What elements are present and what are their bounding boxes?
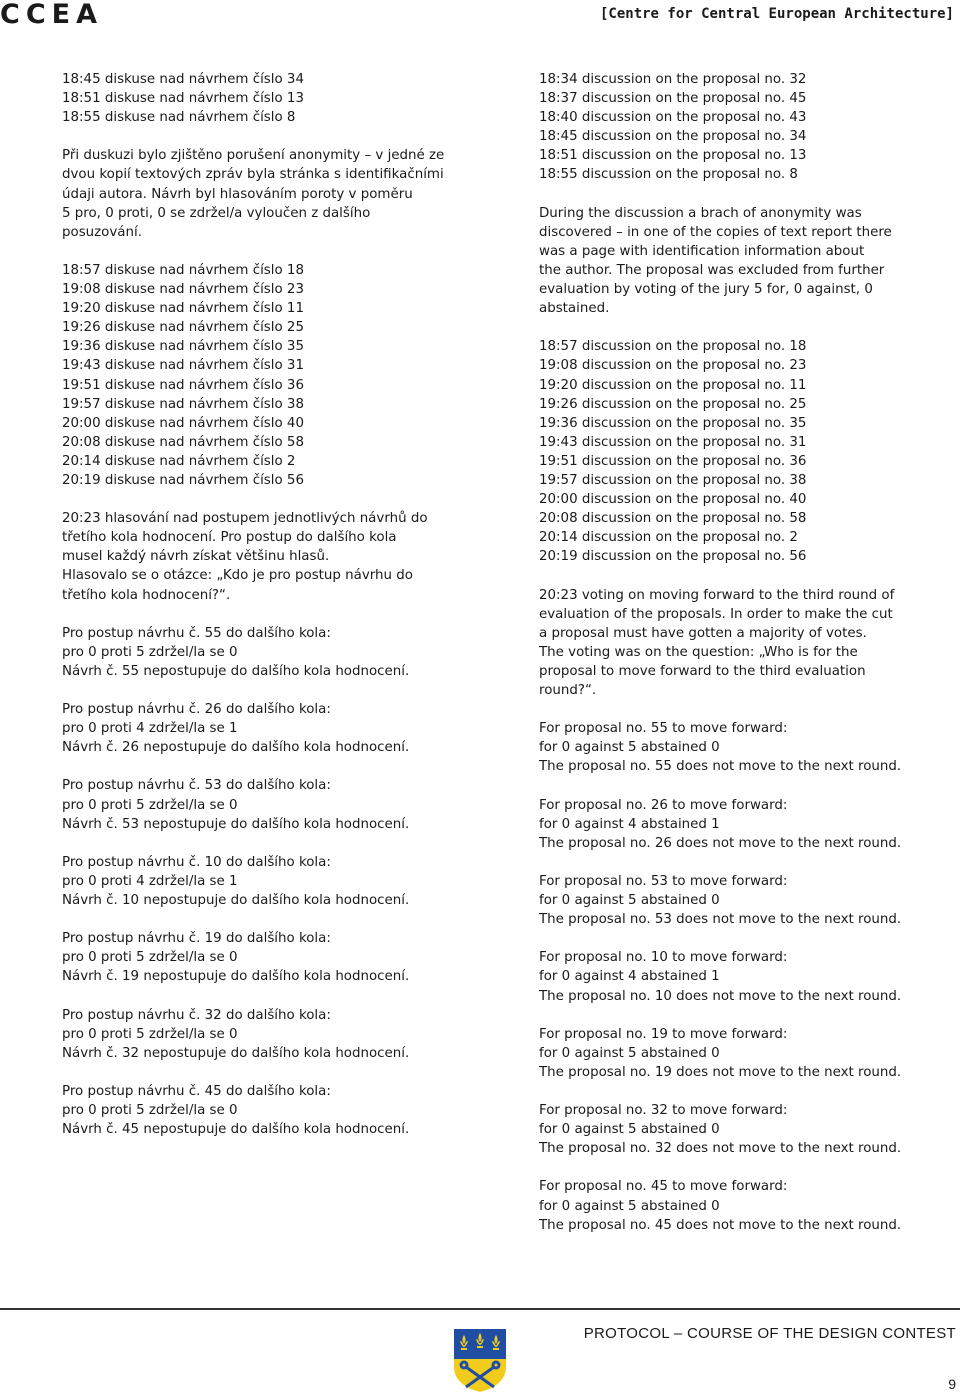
text-line: The proposal no. 32 does not move to the next round.: [539, 1141, 902, 1157]
text-line: 19:20 diskuse nad návrhem číslo 11: [62, 301, 304, 317]
text-line: For proposal no. 45 to move forward:: [539, 1179, 788, 1195]
text-line: 18:51 discussion on the proposal no. 13: [539, 148, 807, 164]
text-line: 19:43 diskuse nad návrhem číslo 31: [62, 358, 304, 374]
text-line: The proposal no. 10 does not move to the next round.: [539, 988, 902, 1004]
text-block: [62, 1006, 512, 1063]
coat-of-arms-icon: [452, 1327, 508, 1393]
text-block: [62, 929, 512, 986]
text-line: 19:26 diskuse nad návrhem číslo 25: [62, 320, 304, 336]
text-line: dvou kopií textových zpráv byla stránka s identifikačními: [62, 167, 444, 183]
text-line: 18:37 discussion on the proposal no. 45: [539, 91, 807, 107]
text-line: Pro postup návrhu č. 45 do dalšího kola:: [62, 1083, 331, 1099]
text-line: 18:51 diskuse nad návrhem číslo 13: [62, 91, 304, 107]
text-line: 19:20 discussion on the proposal no. 11: [539, 377, 807, 393]
text-line: 19:57 discussion on the proposal no. 38: [539, 472, 807, 488]
text-line: 19:36 diskuse nad návrhem číslo 35: [62, 339, 304, 355]
text-line: Návrh č. 10 nepostupuje do dalšího kola hodnocení.: [62, 893, 410, 909]
text-line: proposal to move forward to the third evaluation: [539, 663, 866, 679]
organization-name: [Centre for Central European Architecture]: [599, 6, 954, 22]
text-line: 20:19 discussion on the proposal no. 56: [539, 549, 807, 565]
text-block: [539, 948, 954, 1005]
text-line: Pro postup návrhu č. 19 do dalšího kola:: [62, 931, 331, 947]
text-line: údaji autora. Návrh byl hlasováním poroty v poměru: [62, 186, 413, 202]
text-line: For proposal no. 10 to move forward:: [539, 950, 788, 966]
text-line: was a page with identification information about: [539, 243, 865, 259]
text-line: for 0 against 4 abstained 1: [539, 969, 720, 985]
text-block: [62, 146, 512, 241]
text-line: Návrh č. 45 nepostupuje do dalšího kola hodnocení.: [62, 1122, 410, 1138]
text-line: round?“.: [539, 683, 597, 698]
text-block: [539, 1101, 954, 1158]
text-block: [62, 509, 512, 604]
text-block: [62, 1082, 512, 1139]
text-block: [539, 70, 954, 185]
text-block: [62, 853, 512, 910]
text-line: 5 pro, 0 proti, 0 se zdržel/a vyloučen z dalšího: [62, 205, 371, 221]
english-column: [539, 70, 954, 1254]
text-line: evaluation by voting of the jury 5 for, 0 against, 0: [539, 282, 873, 298]
text-line: For proposal no. 19 to move forward:: [539, 1026, 788, 1042]
text-line: třetího kola hodnocení?“.: [62, 587, 231, 603]
text-line: Návrh č. 19 nepostupuje do dalšího kola hodnocení.: [62, 969, 410, 985]
text-line: Hlasovalo se o otázce: „Kdo je pro postup návrhu do: [62, 568, 413, 584]
text-line: abstained.: [539, 301, 610, 317]
text-line: The proposal no. 45 does not move to the next round.: [539, 1217, 902, 1233]
text-line: 19:57 diskuse nad návrhem číslo 38: [62, 396, 304, 412]
text-line: 20:14 discussion on the proposal no. 2: [539, 530, 798, 546]
text-block: [62, 624, 512, 681]
text-line: During the discussion a brach of anonymity was: [539, 205, 862, 221]
text-line: pro 0 proti 5 zdržel/la se 0: [62, 950, 238, 966]
text-line: Pro postup návrhu č. 55 do dalšího kola:: [62, 625, 331, 641]
text-line: 19:08 diskuse nad návrhem číslo 23: [62, 282, 304, 298]
text-line: The proposal no. 19 does not move to the next round.: [539, 1064, 902, 1080]
text-line: 18:57 discussion on the proposal no. 18: [539, 339, 807, 355]
text-line: For proposal no. 32 to move forward:: [539, 1103, 788, 1119]
text-line: posuzování.: [62, 224, 142, 240]
text-line: pro 0 proti 5 zdržel/la se 0: [62, 644, 238, 660]
text-line: for 0 against 5 abstained 0: [539, 893, 720, 909]
text-line: třetího kola hodnocení. Pro postup do dalšího kola: [62, 530, 397, 546]
text-line: Návrh č. 55 nepostupuje do dalšího kola hodnocení.: [62, 663, 410, 679]
page-number: 9: [948, 1376, 956, 1392]
text-block: [62, 261, 512, 490]
text-line: for 0 against 5 abstained 0: [539, 740, 720, 756]
text-line: pro 0 proti 5 zdržel/la se 0: [62, 797, 238, 813]
text-line: pro 0 proti 5 zdržel/la se 0: [62, 1103, 238, 1119]
text-line: pro 0 proti 4 zdržel/la se 1: [62, 873, 238, 889]
text-line: The proposal no. 53 does not move to the next round.: [539, 912, 902, 928]
text-line: 19:43 discussion on the proposal no. 31: [539, 434, 807, 450]
text-line: pro 0 proti 5 zdržel/la se 0: [62, 1026, 238, 1042]
text-line: 19:36 discussion on the proposal no. 35: [539, 415, 807, 431]
text-block: [539, 337, 954, 566]
text-line: 18:57 diskuse nad návrhem číslo 18: [62, 262, 304, 278]
text-block: [62, 700, 512, 757]
text-line: Návrh č. 32 nepostupuje do dalšího kola hodnocení.: [62, 1045, 410, 1061]
text-line: 20:23 hlasování nad postupem jednotlivých návrhů do: [62, 511, 428, 527]
text-line: For proposal no. 26 to move forward:: [539, 797, 788, 813]
text-line: musel každý návrh získat většinu hlasů.: [62, 549, 330, 565]
czech-column: [62, 70, 512, 1158]
text-block: [539, 719, 954, 776]
text-line: The voting was on the question: „Who is for the: [539, 644, 858, 660]
text-line: evaluation of the proposals. In order to make the cut: [539, 606, 893, 622]
document-title: PROTOCOL – COURSE OF THE DESIGN CONTEST: [583, 1325, 956, 1342]
text-block: [539, 204, 954, 319]
text-line: 18:40 discussion on the proposal no. 43: [539, 110, 807, 126]
text-block: [539, 1025, 954, 1082]
text-line: discovered – in one of the copies of text report there: [539, 224, 892, 240]
text-line: Návrh č. 53 nepostupuje do dalšího kola hodnocení.: [62, 816, 410, 832]
text-line: the author. The proposal was excluded from further: [539, 262, 885, 278]
text-block: [539, 872, 954, 929]
text-line: 20:14 diskuse nad návrhem číslo 2: [62, 453, 296, 469]
text-line: 20:19 diskuse nad návrhem číslo 56: [62, 472, 304, 488]
text-line: 20:00 diskuse nad návrhem číslo 40: [62, 415, 304, 431]
text-line: Pro postup návrhu č. 10 do dalšího kola:: [62, 854, 331, 870]
text-block: [539, 586, 954, 701]
text-line: 19:26 discussion on the proposal no. 25: [539, 396, 807, 412]
text-block: [62, 776, 512, 833]
text-line: for 0 against 5 abstained 0: [539, 1045, 720, 1061]
text-line: 20:08 diskuse nad návrhem číslo 58: [62, 434, 304, 450]
text-line: Návrh č. 26 nepostupuje do dalšího kola hodnocení.: [62, 740, 410, 756]
footer-divider: [0, 1308, 960, 1310]
text-line: 18:45 discussion on the proposal no. 34: [539, 129, 807, 145]
text-block: [539, 796, 954, 853]
text-line: Pro postup návrhu č. 32 do dalšího kola:: [62, 1007, 331, 1023]
text-line: 20:00 discussion on the proposal no. 40: [539, 492, 807, 508]
text-line: For proposal no. 53 to move forward:: [539, 873, 788, 889]
text-line: for 0 against 5 abstained 0: [539, 1198, 720, 1214]
text-line: 19:08 discussion on the proposal no. 23: [539, 358, 807, 374]
text-line: pro 0 proti 4 zdržel/la se 1: [62, 721, 238, 737]
text-line: Pro postup návrhu č. 26 do dalšího kola:: [62, 702, 331, 718]
text-line: for 0 against 4 abstained 1: [539, 816, 720, 832]
text-line: Při duskuzi bylo zjištěno porušení anonymity – v jedné ze: [62, 148, 445, 164]
text-line: 20:23 voting on moving forward to the third round of: [539, 587, 895, 603]
text-line: for 0 against 5 abstained 0: [539, 1122, 720, 1138]
text-line: For proposal no. 55 to move forward:: [539, 721, 788, 737]
text-line: 18:55 diskuse nad návrhem číslo 8: [62, 110, 296, 126]
text-line: Pro postup návrhu č. 53 do dalšího kola:: [62, 778, 331, 794]
text-block: [62, 70, 512, 127]
text-line: 19:51 diskuse nad návrhem číslo 36: [62, 377, 304, 393]
text-line: 18:34 discussion on the proposal no. 32: [539, 72, 807, 87]
text-line: 18:45 diskuse nad návrhem číslo 34: [62, 72, 304, 87]
text-block: [539, 1177, 954, 1234]
ccea-logo: CCEA: [0, 0, 103, 30]
text-line: 19:51 discussion on the proposal no. 36: [539, 453, 807, 469]
text-line: 20:08 discussion on the proposal no. 58: [539, 511, 807, 527]
text-line: a proposal must have gotten a majority of votes.: [539, 625, 867, 641]
text-line: The proposal no. 26 does not move to the next round.: [539, 835, 902, 851]
text-line: The proposal no. 55 does not move to the next round.: [539, 759, 902, 775]
text-line: 18:55 discussion on the proposal no. 8: [539, 167, 798, 183]
